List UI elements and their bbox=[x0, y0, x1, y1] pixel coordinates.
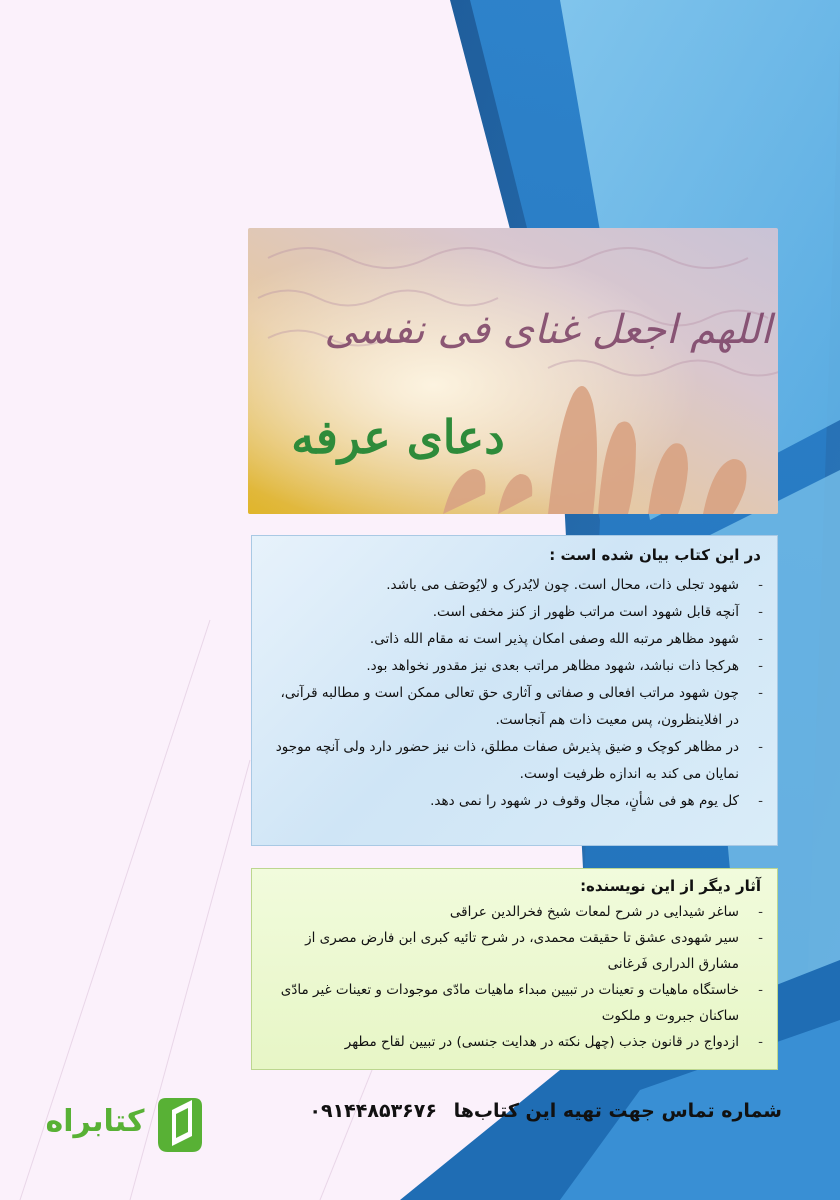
brand-logo[interactable] bbox=[40, 1090, 210, 1160]
bullet-dash: - bbox=[758, 577, 763, 593]
list-item: - سیر شهودی عشق تا حقیقت محمدی، در شرح تائیه کبری ابن فارض مصری از مشارق الدراری فَرغانی bbox=[266, 925, 765, 977]
other-works-heading: آثار دیگر از این نویسنده: bbox=[580, 877, 761, 895]
summary-heading: در این کتاب بیان شده است : bbox=[549, 546, 761, 564]
list-item: - کل یوم هو فی شأنٍ، مجال وقوف در شهود را نمی دهد. bbox=[266, 788, 765, 815]
brand-name: کتابراه bbox=[45, 1104, 145, 1139]
list-item: - چون شهود مراتب افعالی و صفاتی و آثاری حق تعالی ممکن است و مطالبه قرآنی، در افلاینظرون، پس معیت ذات هم آنجاست. bbox=[266, 680, 765, 734]
list-item: - هرکجا ذات نباشد، شهود مظاهر مراتب بعدی نیز مقدور نخواهد بود. bbox=[266, 653, 765, 680]
bullet-dash: - bbox=[758, 739, 763, 755]
bullet-dash: - bbox=[758, 685, 763, 701]
other-works-list bbox=[266, 899, 765, 1055]
book-icon bbox=[152, 1092, 208, 1156]
contact-line bbox=[309, 1100, 782, 1136]
contact-label: شماره تماس جهت تهیه این کتاب‌ها bbox=[453, 1100, 782, 1122]
list-item: - ازدواج در قانون جذب (چهل نکته در هدایت جنسی) در تبیین لقاح مطهر bbox=[266, 1029, 765, 1055]
other-works-panel bbox=[251, 868, 778, 1070]
list-item: - شهود تجلی ذات، محال است. چون لایُدرک و لایُوصَف می باشد. bbox=[266, 572, 765, 599]
hero-calligraphy-top: اللهم اجعل غنای فی نفسی bbox=[324, 307, 772, 353]
list-item: - خاستگاه ماهیات و تعینات در تبیین مبداء ماهیات مادّی موجودات و تعینات غیر مادّی ساکنان جبروت و ملکوت bbox=[266, 977, 765, 1029]
bullet-dash: - bbox=[758, 904, 763, 920]
list-item: - آنچه قابل شهود است مراتب ظهور از کنز مخفی است. bbox=[266, 599, 765, 626]
bullet-dash: - bbox=[758, 930, 763, 946]
hero-calligraphy-title: دعای عرفه bbox=[291, 410, 505, 464]
bullet-dash: - bbox=[758, 631, 763, 647]
summary-panel bbox=[251, 535, 778, 846]
list-item: - شهود مظاهر مرتبه الله وصفی امکان پذیر است نه مقام الله ذاتی. bbox=[266, 626, 765, 653]
bullet-dash: - bbox=[758, 658, 763, 674]
bullet-dash: - bbox=[758, 604, 763, 620]
bullet-dash: - bbox=[758, 982, 763, 998]
list-item: - ساغر شیدایی در شرح لمعات شیخ فخرالدین عراقی bbox=[266, 899, 765, 925]
hero-image bbox=[248, 228, 778, 514]
summary-list bbox=[266, 572, 765, 815]
bullet-dash: - bbox=[758, 1034, 763, 1050]
bullet-dash: - bbox=[758, 793, 763, 809]
contact-phone: ۰۹۱۴۴۸۵۳۶۷۶ bbox=[309, 1100, 437, 1122]
list-item: - در مظاهر کوچک و ضیق پذیرش صفات مطلق، ذات نیز حضور دارد ولی آنچه موجود نمایان می کند به اندازه ظرفیت اوست. bbox=[266, 734, 765, 788]
